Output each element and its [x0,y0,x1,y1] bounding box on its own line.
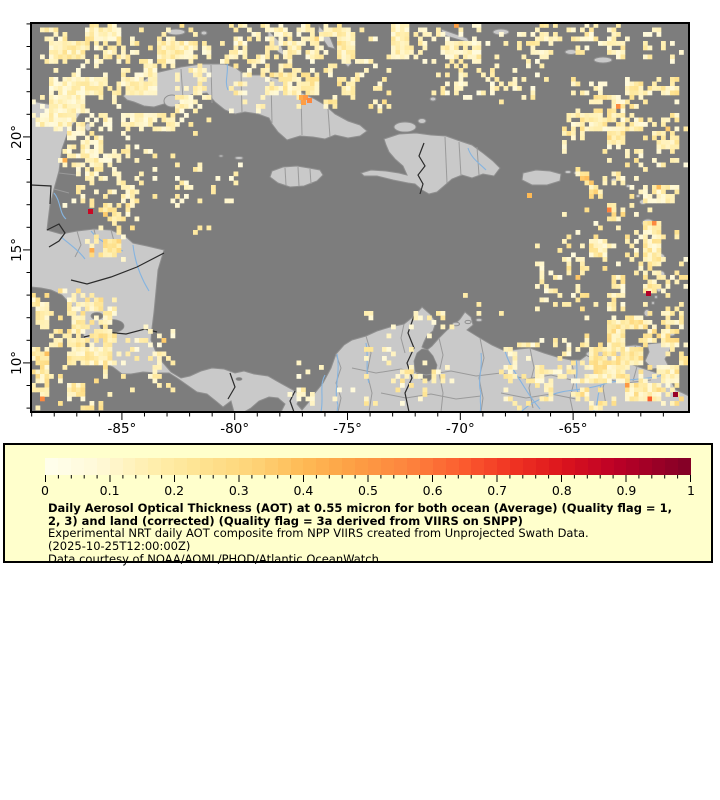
colorbar-segment [265,458,278,475]
colorbar-segment [588,458,601,475]
colorbar-segment [433,458,446,475]
colorbar-segment [303,458,316,475]
little-inagua [418,119,426,124]
colorbar-segment [355,458,368,475]
colorbar-tick-label: 0.5 [358,483,378,498]
legend-box [3,443,713,566]
colorbar-segment [239,458,252,475]
colorbar-tick-label: 0.6 [422,483,443,498]
colorbar-tick-label: 0.7 [487,483,508,498]
colorbar-tick-label: 0.2 [164,483,185,498]
colorbar-tick-label: 0.1 [99,483,120,498]
colorbar-segment [562,458,575,475]
colorbar-segment [614,458,627,475]
cayman [219,155,223,157]
colorbar-segment [510,458,523,475]
aot-spot-pixel [301,100,306,105]
grenadines [652,302,655,305]
legend-subtitle: Experimental NRT daily AOT composite from NPP VIIRS created from Unprojected Swath Data. [48,526,589,541]
colorbar-segment [536,458,549,475]
colorbar [45,458,691,475]
puerto-rico [522,170,561,185]
colorbar-segment [97,458,110,475]
colorbar-segment [123,458,136,475]
colorbar-tick-label: 0.9 [616,483,637,498]
colorbar-tick-label: 0.3 [228,483,249,498]
x-tick-label: -70° [445,421,475,437]
aot-spot-pixel [646,291,651,296]
colorbar-segment [497,458,510,475]
bonaire [476,318,482,321]
aot-spot-pixel [673,392,678,397]
colorbar-segment [45,458,58,475]
colorbar-segment [71,458,84,475]
x-tick-label: -80° [220,421,250,437]
aot-spot-pixel [307,98,312,103]
grand-cayman [235,157,243,160]
legend-timestamp: (2025-10-25T12:00:00Z) [48,539,191,554]
x-tick-label: -65° [558,421,588,437]
colorbar-segment [148,458,161,475]
curacao [465,320,471,323]
caicos [594,57,612,63]
colorbar-tick-label: 0.8 [551,483,572,498]
colorbar-segment [420,458,433,475]
aot-spot-pixel [88,209,93,214]
colorbar-tick-label: 0.4 [293,483,314,498]
colorbar-segment [329,458,342,475]
colorbar-segment [381,458,394,475]
legend-title-line2: 2, 3) and land (corrected) (Quality flag = 3a derived from VIIRS on SNPP) [48,513,523,528]
turks [430,97,436,101]
y-tick-label: 15° [9,237,25,262]
legend-title-line1: Daily Aerosol Optical Thickness (AOT) at 0.55 micron for both ocean (Average) (Quality flag = 1, [48,501,672,515]
colorbar-segment [213,458,226,475]
colorbar-segment [523,458,536,475]
colorbar-tick-label: 0 [41,483,49,498]
colorbar-segment [58,458,71,475]
colorbar-segment [678,458,691,475]
colorbar-segment [174,458,187,475]
small-island [565,50,577,55]
st-kitts [626,185,630,188]
colorbar-segment [652,458,665,475]
colorbar-segment [291,458,304,475]
colorbar-segment [446,458,459,475]
colorbar-segment [368,458,381,475]
gatun-lake [236,378,242,381]
colorbar-segment [471,458,484,475]
y-tick-label: 10° [9,350,25,375]
colorbar-segment [575,458,588,475]
colorbar-segment [161,458,174,475]
colorbar-segment [626,458,639,475]
colorbar-tick-labels [41,483,695,498]
x-tick-label: -85° [107,421,137,437]
colorbar-segment [226,458,239,475]
colorbar-segment [459,458,472,475]
colorbar-segment [549,458,562,475]
colorbar-segment [252,458,265,475]
barbuda [636,195,640,198]
colorbar-segment [135,458,148,475]
colorbar-segment [639,458,652,475]
grenadines [655,296,658,299]
colorbar-segment [316,458,329,475]
x-tick-label: -75° [333,421,362,437]
colorbar-segment [407,458,420,475]
colorbar-segment [110,458,123,475]
virgin-islands [565,171,571,174]
colorbar-segment [601,458,614,475]
colorbar-segment [665,458,678,475]
colorbar-segment [187,458,200,475]
colorbar-segment [84,458,97,475]
y-tick-label: 20° [9,124,25,149]
colorbar-tick-label: 1 [687,483,695,498]
colorbar-segment [278,458,291,475]
colorbar-segment [200,458,213,475]
colorbar-segment [484,458,497,475]
colorbar-segment [394,458,407,475]
colorbar-segment [342,458,355,475]
great-inagua [394,122,416,132]
small-island [201,31,207,35]
legend-captions [48,502,703,566]
aot-spot-pixel [527,193,532,198]
legend-credit: Data courtesy of NOAA/AOML/PHOD/Atlantic OceanWatch [48,551,379,566]
